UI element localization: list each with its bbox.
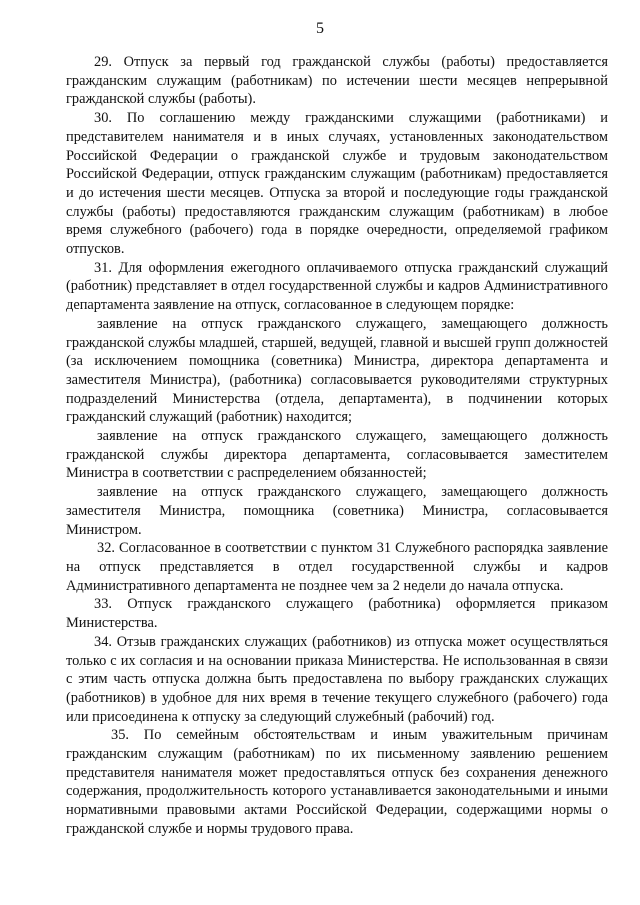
paragraph-33: 33. Отпуск гражданского служащего (работника) оформляется приказом Министерства.: [66, 596, 608, 632]
document-body: [66, 53, 608, 839]
paragraph-34: 34. Отзыв гражданских служащих (работников) из отпуска может осуществляться только с их согласия и на основании приказа Министерства. Не использованная в связи с этим часть отпуска должна быть предоставлена по выбору гражданских служащих (работников) в удобное для них время в течение текущего служебного (рабочего) года или присоединена к отпуску за следующий служебный (рабочий) год.: [66, 633, 608, 725]
paragraph-35: 35. По семейным обстоятельствам и иным уважительным причинам гражданским служащим (работникам) по их письменному заявлению решением представителя нанимателя может предоставляться отпуск без сохранения денежного содержания, продолжительность которого устанавливается законодательными и иными нормативными правовыми актами Российской Федерации, содержащими нормы о гражданской службе и нормы трудового права.: [66, 727, 608, 837]
paragraph-30: 30. По соглашению между гражданскими служащими (работниками) и представителем нанимателя и в иных случаях, установленных законодательством Российской Федерации о гражданской службе и трудовым законодательством Российской Федерации, отпуск гражданским служащим (работникам) предоставляется и до истечения шести месяцев. Отпуска за второй и последующие годы гражданской службы (работы) предоставляются гражданским служащим (работникам) в любое время служебного (рабочего) года в порядке очередности, определяемой графиком отпусков.: [66, 110, 608, 258]
paragraph-29: 29. Отпуск за первый год гражданской службы (работы) предоставляется гражданским служащим (работникам) по истечении шести месяцев непрерывной гражданской службы (работы).: [66, 54, 608, 108]
paragraph-31-item-2: заявление на отпуск гражданского служащего, замещающего должность гражданской службы директора департамента, согласовывается заместителем Министра в соответствии с распределением обязанностей;: [66, 428, 608, 482]
paragraph-32: 32. Согласованное в соответствии с пунктом 31 Служебного распорядка заявление на отпуск представляется в отдел государственной службы и кадров Административного департамента не позднее чем за 2 недели до начала отпуска.: [66, 540, 608, 594]
page-number: 5: [316, 20, 324, 37]
paragraph-31: 31. Для оформления ежегодного оплачиваемого отпуска гражданский служащий (работник) представляет в отдел государственной службы и кадров Административного департамента заявление на отпуск, согласованное в следующем порядке:: [66, 259, 608, 314]
paragraph-31-item-1: заявление на отпуск гражданского служащего, замещающего должность гражданской службы младшей, старшей, ведущей, главной и высшей групп должностей (за исключением помощника (советника) Министра, директора департамента и заместителя Министра), (работника) согласовывается руководителями структурных подразделений Министерства (отдела, департамента), в подчинении которых гражданский служащий (работник) находится;: [66, 315, 608, 426]
paragraph-31-item-3: заявление на отпуск гражданского служащего, замещающего должность заместителя Министра, помощника (советника) Министра, согласовывается Министром.: [66, 484, 608, 538]
